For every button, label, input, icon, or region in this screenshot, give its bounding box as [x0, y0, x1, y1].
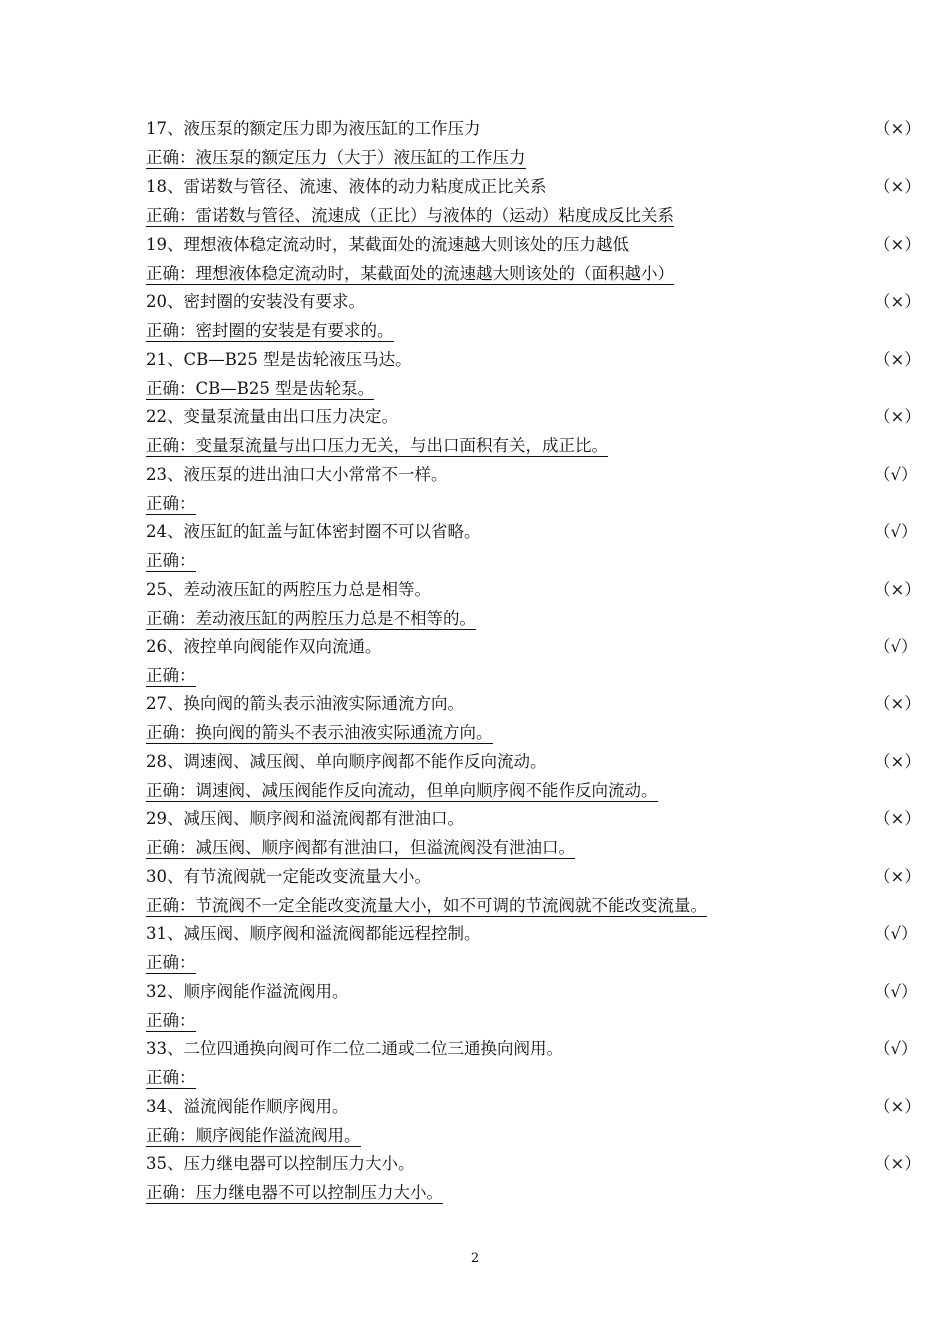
correction-label: 正确： — [146, 436, 196, 455]
answer-mark: （×） — [874, 752, 921, 771]
question-line — [146, 403, 921, 431]
correction-line — [146, 1122, 806, 1150]
correction-text: 压力继电器不可以控制压力大小。 — [195, 1183, 443, 1202]
answer-mark: （√） — [874, 465, 918, 484]
correction-label: 正确： — [146, 206, 196, 225]
answer-mark: （×） — [874, 119, 921, 138]
correction-label: 正确： — [146, 838, 196, 857]
question-line — [146, 518, 918, 546]
correction-label: 正确： — [146, 609, 196, 628]
correction-line — [146, 547, 806, 575]
question-text: 33、二位四通换向阀可作二位二通或二位三通换向阀用。 — [146, 1039, 563, 1058]
correction-text: 雷诺数与管径、流速成（正比）与液体的（运动）粘度成反比关系 — [195, 206, 674, 225]
correction-label: 正确： — [146, 896, 196, 915]
answer-mark: （×） — [874, 809, 921, 828]
question-line — [146, 231, 921, 259]
correction-line — [146, 834, 806, 862]
correction-text: 密封圈的安装是有要求的。 — [195, 321, 394, 340]
correction-text: 液压泵的额定压力（大于）液压缸的工作压力 — [195, 148, 526, 167]
correction-line — [146, 662, 806, 690]
correction-line — [146, 1179, 806, 1207]
correction-text: 调速阀、减压阀能作反向流动，但单向顺序阀不能作反向流动。 — [195, 781, 658, 800]
question-text: 25、差动液压缸的两腔压力总是相等。 — [146, 580, 431, 599]
correction-line — [146, 144, 806, 172]
answer-mark: （√） — [874, 1039, 918, 1058]
question-line — [146, 690, 921, 718]
question-line — [146, 633, 918, 661]
correction-line — [146, 777, 806, 805]
question-line — [146, 346, 921, 374]
answer-mark: （×） — [874, 867, 921, 886]
answer-mark: （×） — [874, 235, 921, 254]
answer-mark: （×） — [874, 350, 921, 369]
question-text: 27、换向阀的箭头表示油液实际通流方向。 — [146, 694, 464, 713]
question-text: 28、调速阀、减压阀、单向顺序阀都不能作反向流动。 — [146, 752, 547, 771]
correction-text: 减压阀、顺序阀都有泄油口，但溢流阀没有泄油口。 — [195, 838, 575, 857]
correction-label: 正确： — [146, 953, 196, 972]
correction-line — [146, 949, 806, 977]
question-text: 19、理想液体稳定流动时，某截面处的流速越大则该处的压力越低 — [146, 235, 629, 254]
question-text: 23、液压泵的进出油口大小常常不一样。 — [146, 465, 448, 484]
correction-text: 变量泵流量与出口压力无关，与出口面积有关，成正比。 — [195, 436, 608, 455]
question-text: 22、变量泵流量由出口压力决定。 — [146, 407, 398, 426]
correction-line — [146, 317, 806, 345]
correction-label: 正确： — [146, 551, 196, 570]
correction-line — [146, 1064, 806, 1092]
answer-mark: （√） — [874, 522, 918, 541]
question-line — [146, 748, 921, 776]
correction-text: CB—B25 型是齿轮泵。 — [195, 379, 375, 398]
correction-line — [146, 719, 806, 747]
correction-line — [146, 260, 806, 288]
correction-label: 正确： — [146, 781, 196, 800]
correction-label: 正确： — [146, 494, 196, 513]
question-line — [146, 1150, 921, 1178]
page-number: 2 — [470, 1251, 480, 1266]
answer-mark: （×） — [874, 1154, 921, 1173]
question-text: 17、液压泵的额定压力即为液压缸的工作压力 — [146, 119, 481, 138]
correction-line — [146, 892, 806, 920]
correction-label: 正确： — [146, 1183, 196, 1202]
correction-line — [146, 432, 806, 460]
correction-line — [146, 202, 806, 230]
question-line — [146, 576, 921, 604]
question-text: 32、顺序阀能作溢流阀用。 — [146, 982, 349, 1001]
correction-line — [146, 605, 806, 633]
question-text: 30、有节流阀就一定能改变流量大小。 — [146, 867, 431, 886]
correction-label: 正确： — [146, 148, 196, 167]
question-line — [146, 863, 921, 891]
question-text: 34、溢流阀能作顺序阀用。 — [146, 1097, 349, 1116]
question-line — [146, 288, 921, 316]
correction-label: 正确： — [146, 379, 196, 398]
question-line — [146, 978, 918, 1006]
question-text: 29、减压阀、顺序阀和溢流阀都有泄油口。 — [146, 809, 464, 828]
answer-mark: （×） — [874, 580, 921, 599]
correction-line — [146, 375, 806, 403]
correction-text: 差动液压缸的两腔压力总是不相等的。 — [195, 609, 476, 628]
correction-label: 正确： — [146, 1126, 196, 1145]
question-text: 18、雷诺数与管径、流速、液体的动力粘度成正比关系 — [146, 177, 547, 196]
answer-mark: （√） — [874, 924, 918, 943]
question-text: 31、减压阀、顺序阀和溢流阀都能远程控制。 — [146, 924, 481, 943]
question-line — [146, 115, 921, 143]
answer-mark: （×） — [874, 407, 921, 426]
correction-line — [146, 1007, 806, 1035]
question-text: 20、密封圈的安装没有要求。 — [146, 292, 365, 311]
correction-text: 理想液体稳定流动时，某截面处的流速越大则该处的（面积越小） — [195, 264, 674, 283]
answer-mark: （√） — [874, 982, 918, 1001]
correction-text: 节流阀不一定全能改变流量大小，如不可调的节流阀就不能改变流量。 — [195, 896, 707, 915]
correction-label: 正确： — [146, 1011, 196, 1030]
correction-label: 正确： — [146, 666, 196, 685]
question-line — [146, 805, 921, 833]
answer-mark: （×） — [874, 292, 921, 311]
answer-mark: （×） — [874, 1097, 921, 1116]
question-line — [146, 920, 918, 948]
question-text: 26、液控单向阀能作双向流通。 — [146, 637, 382, 656]
question-text: 35、压力继电器可以控制压力大小。 — [146, 1154, 415, 1173]
correction-text: 顺序阀能作溢流阀用。 — [195, 1126, 361, 1145]
answer-mark: （√） — [874, 637, 918, 656]
correction-label: 正确： — [146, 723, 196, 742]
correction-line — [146, 490, 806, 518]
question-line — [146, 1093, 921, 1121]
correction-label: 正确： — [146, 1068, 196, 1087]
question-line — [146, 1035, 918, 1063]
correction-label: 正确： — [146, 321, 196, 340]
question-line — [146, 461, 918, 489]
answer-mark: （×） — [874, 694, 921, 713]
answer-mark: （×） — [874, 177, 921, 196]
correction-text: 换向阀的箭头不表示油液实际通流方向。 — [195, 723, 493, 742]
correction-label: 正确： — [146, 264, 196, 283]
question-line — [146, 173, 921, 201]
question-text: 24、液压缸的缸盖与缸体密封圈不可以省略。 — [146, 522, 481, 541]
question-text: 21、CB—B25 型是齿轮液压马达。 — [146, 350, 412, 369]
